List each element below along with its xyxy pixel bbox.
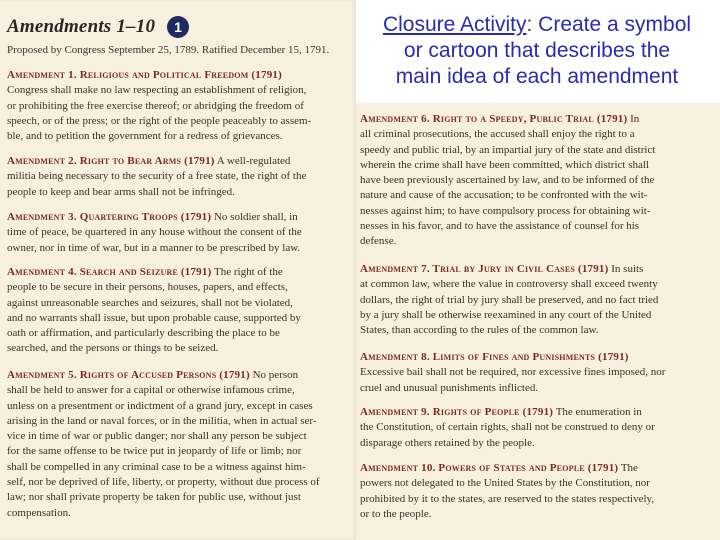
amendment-text-line: militia being necessary to the security of a free state, the right of the xyxy=(7,170,307,183)
amendment-heading: Amendment 10. Powers of States and People (1791) xyxy=(360,462,619,474)
amendment-heading-tail: In suits xyxy=(608,263,644,275)
amendment-heading-tail: The enumeration in xyxy=(553,406,642,418)
closure-line-3: main idea of each amendment xyxy=(395,65,679,88)
number-badge: 1 xyxy=(167,16,189,38)
amendment-6 xyxy=(360,112,655,250)
amendment-10 xyxy=(360,461,654,522)
proposed-ratified-line: Proposed by Congress September 25, 1789. Ratified December 15, 1791. xyxy=(7,44,330,56)
amendment-text-line: time of peace, be quartered in any house without the consent of the xyxy=(7,226,302,239)
amendment-heading-tail: No soldier shall, in xyxy=(211,211,298,223)
amendment-9 xyxy=(360,405,655,451)
amendment-heading-tail: A well-regulated xyxy=(214,155,291,167)
amendment-text-line: prohibited by it to the states, are reserved to the states respectively, xyxy=(360,492,655,505)
amendment-text-line: cruel and unusual punishments inflicted. xyxy=(360,381,539,394)
amendment-text-line: arising in the land or naval forces, or in the militia, when in actual ser- xyxy=(7,414,317,427)
page-title: Amendments 1–10 xyxy=(7,16,156,37)
amendment-text-line: shall be held to answer for a capital or otherwise infamous crime, xyxy=(7,384,295,397)
amendment-text-line: or to the people. xyxy=(360,507,432,520)
amendment-8 xyxy=(360,350,665,396)
amendment-heading: Amendment 4. Search and Seizure (1791) xyxy=(7,266,212,278)
amendment-text-line: vice in time of war or public danger; nor shall any person be subject xyxy=(7,430,307,443)
amendment-text-line: disparage others retained by the people. xyxy=(360,436,535,449)
amendment-text-line: States, than according to the rules of the common law. xyxy=(360,324,599,337)
amendment-text-line: oath or affirmation, and particularly describing the place to be xyxy=(7,327,280,340)
amendment-heading: Amendment 8. Limits of Fines and Punishments (1791) xyxy=(360,351,629,363)
amendment-text-line: and no warrants shall issue, but upon probable cause, supported by xyxy=(7,311,301,324)
amendment-text-line: people to keep and bear arms shall not be infringed. xyxy=(7,185,235,198)
amendment-text-line: powers not delegated to the United States by the Constitution, nor xyxy=(360,477,650,490)
amendment-2 xyxy=(7,154,306,200)
amendment-text-line: nesses in his favor, and to have the assistance of counsel for his xyxy=(360,220,640,233)
amendment-text-line: people to be secure in their persons, houses, papers, and effects, xyxy=(7,281,288,294)
closure-colon: : xyxy=(526,13,539,36)
amendment-7 xyxy=(360,262,658,338)
amendment-text-line: compensation. xyxy=(7,506,71,519)
amendment-text-line: speech, or of the press; or the right of the people peaceably to assem- xyxy=(7,114,312,127)
amendment-5 xyxy=(7,368,320,521)
amendment-4 xyxy=(7,265,301,357)
amendment-text-line: have been previously ascertained by law, and to be informed of the xyxy=(360,174,655,187)
closure-activity-prompt xyxy=(357,12,717,90)
amendment-heading: Amendment 5. Rights of Accused Persons (1791) xyxy=(7,369,250,381)
closure-line-2: or cartoon that describes the xyxy=(403,39,671,62)
amendment-heading: Amendment 9. Rights of People (1791) xyxy=(360,406,554,418)
amendment-text-line: against unreasonable searches and seizures, shall not be violated, xyxy=(7,296,293,309)
amendment-text-line: for the same offense to be twice put in jeopardy of life or limb; nor xyxy=(7,445,302,458)
amendment-text-line: shall be compelled in any criminal case to be a witness against him- xyxy=(7,460,306,473)
amendment-3 xyxy=(7,210,302,256)
amendment-heading: Amendment 2. Right to Bear Arms (1791) xyxy=(7,155,215,167)
amendment-text-line: owner, nor in time of war, but in a manner to be prescribed by law. xyxy=(7,241,301,254)
amendment-text-line: speedy and public trial, by an impartial jury of the state and district xyxy=(360,143,656,156)
amendment-heading-tail: The xyxy=(618,462,638,474)
amendment-text-line: wherein the crime shall have been committed, which district shall xyxy=(360,158,649,171)
amendment-heading: Amendment 7. Trial by Jury in Civil Cases (1791) xyxy=(360,263,609,275)
document-header xyxy=(7,16,352,42)
amendment-text-line: searched, and the persons or things to be seized. xyxy=(7,342,219,355)
amendment-heading-tail: The right of the xyxy=(211,266,283,278)
amendment-text-line: nesses against him; to have compulsory process for obtaining wit- xyxy=(360,204,651,217)
amendment-text-line: Congress shall make no law respecting an establishment of religion, xyxy=(7,84,307,97)
amendment-text-line: defense. xyxy=(360,235,397,248)
amendment-text-line: the Constitution, of certain rights, shall not be construed to deny or xyxy=(360,421,655,434)
amendment-text-line: or prohibiting the free exercise thereof; or abridging the freedom of xyxy=(7,99,304,112)
amendment-text-line: Excessive bail shall not be required, nor excessive fines imposed, nor xyxy=(360,366,666,379)
amendment-text-line: all criminal prosecutions, the accused shall enjoy the right to a xyxy=(360,128,635,141)
amendment-text-line: law; nor shall private property be taken for public use, without just xyxy=(7,491,301,504)
amendment-heading: Amendment 3. Quartering Troops (1791) xyxy=(7,211,212,223)
closure-activity-label: Closure Activity xyxy=(382,13,527,36)
amendment-text-line: unless on a presentment or indictment of a grand jury, except in cases xyxy=(7,399,313,412)
amendment-heading: Amendment 6. Right to a Speedy, Public Trial (1791) xyxy=(360,113,628,125)
amendment-1 xyxy=(7,68,311,144)
amendment-text-line: at common law, where the value in controversy shall exceed twenty xyxy=(360,278,658,291)
amendment-heading: Amendment 1. Religious and Political Freedom (1791) xyxy=(7,69,282,81)
amendment-text-line: dollars, the right of trial by jury shall be preserved, and no fact tried xyxy=(360,293,659,306)
amendment-text-line: nature and cause of the accusation; to be confronted with the wit- xyxy=(360,189,648,202)
amendment-text-line: ble, and to petition the government for a redress of grievances. xyxy=(7,130,283,143)
amendment-text-line: by a jury shall be otherwise reexamined in any court of the United xyxy=(360,308,652,321)
closure-line-1: Create a symbol xyxy=(538,13,692,36)
amendment-heading-tail: No person xyxy=(249,369,299,381)
amendment-text-line: self, nor be deprived of life, liberty, or property, without due process of xyxy=(7,476,320,489)
amendment-heading-tail: In xyxy=(627,113,640,125)
